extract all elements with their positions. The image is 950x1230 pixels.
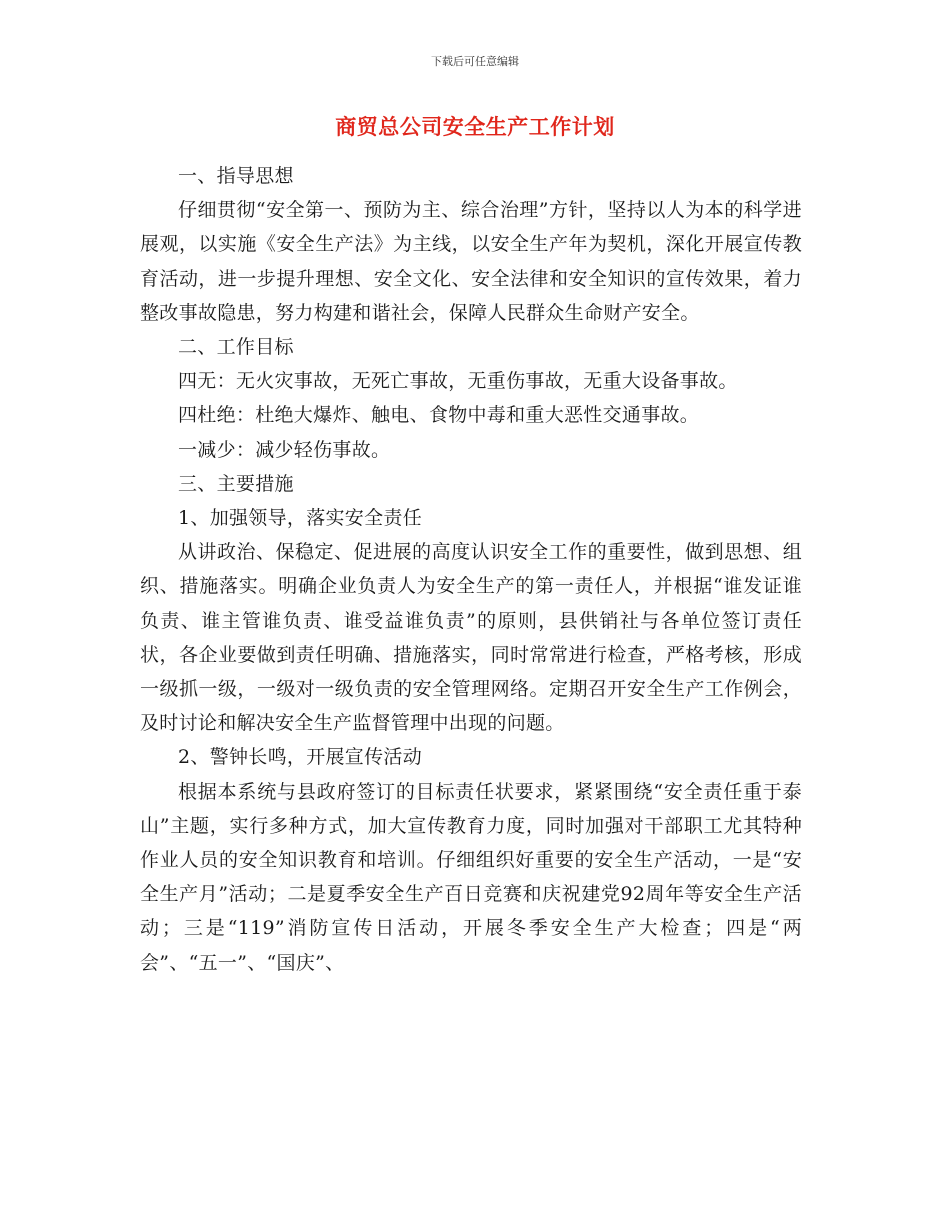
subheading-publicity: 2、警钟长鸣，开展宣传活动: [178, 746, 422, 769]
section-heading-main-measures: 三、主要措施: [178, 472, 294, 495]
paragraph-publicity: 根据本系统与县政府签订的目标责任状要求，紧紧围绕“安全责任重于泰山”主题，实行多种方式，加大宣传教育力度，同时加强对干部职工尤其特种作业人员的安全知识教育和培训。仔细组织好重要的安全生产活动，一是“安全生产月”活动；二是夏季安全生产百日竞赛和庆祝建党92周年等安全生产活动；三是“119”消防宣传日活动，开展冬季安全生产大检查；四是“两会”、“五一”、“国庆”、: [140, 780, 802, 974]
paragraph-guiding-ideology: 仔细贯彻“安全第一、预防为主、综合治理”方针，坚持以人为本的科学进展观，以实施《安全生产法》为主线，以安全生产年为契机，深化开展宣传教育活动，进一步提升理想、安全文化、安全法律和安全知识的宣传效果，着力整改事故隐患，努力构建和谐社会，保障人民群众生命财产安全。: [140, 199, 802, 324]
header-note: 下载后可任意编辑: [431, 55, 519, 68]
paragraph-one-reduce: 一减少：减少轻伤事故。: [178, 438, 391, 461]
document-body: [140, 159, 802, 980]
paragraph-four-none: 四无：无火灾事故，无死亡事故，无重伤事故，无重大设备事故。: [178, 370, 738, 393]
subheading-leadership: 1、加强领导，落实安全责任: [178, 507, 422, 530]
paragraph-four-eliminate: 四杜绝：杜绝大爆炸、触电、食物中毒和重大恶性交通事故。: [178, 404, 700, 427]
paragraph-leadership: 从讲政治、保稳定、促进展的高度认识安全工作的重要性，做到思想、组织、措施落实。明确企业负责人为安全生产的第一责任人，并根据“谁发证谁负责、谁主管谁负责、谁受益谁负责”的原则，县供销社与各单位签订责任状，各企业要做到责任明确、措施落实，同时常常进行检查，严格考核，形成一级抓一级，一级对一级负责的安全管理网络。定期召开安全生产工作例会，及时讨论和解决安全生产监督管理中出现的问题。: [140, 541, 802, 735]
section-heading-guiding-ideology: 一、指导思想: [178, 165, 294, 187]
document-title: 商贸总公司安全生产工作计划: [335, 115, 615, 139]
section-heading-work-goals: 二、工作目标: [178, 336, 294, 359]
